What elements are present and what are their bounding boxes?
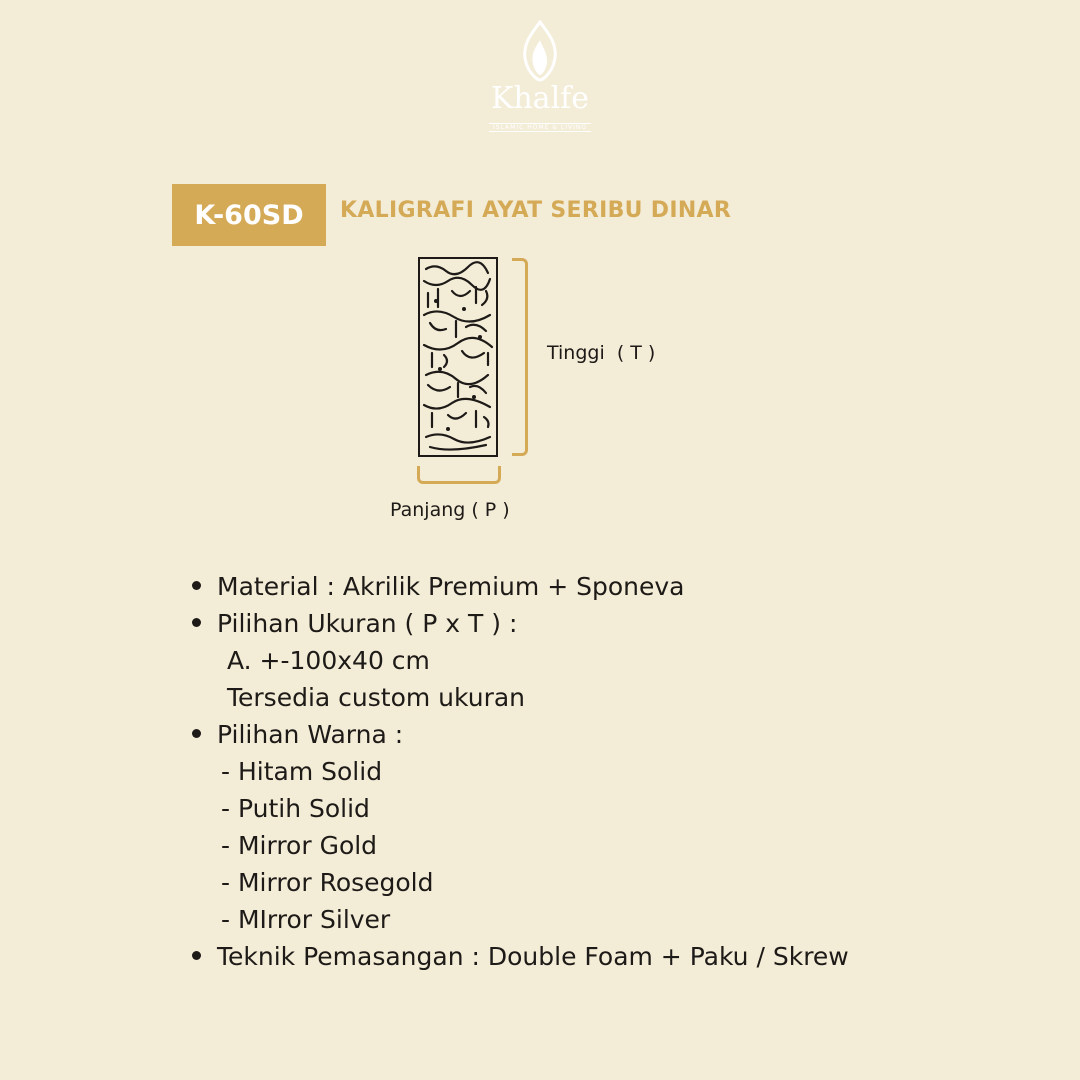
spec-size-option-a: A. +-100x40 cm <box>227 646 430 675</box>
color-option: - Putih Solid <box>221 794 370 823</box>
bullet-icon <box>192 951 201 960</box>
brand-name: Khalfe <box>490 81 590 116</box>
width-bracket <box>417 466 501 484</box>
bullet-icon <box>192 729 201 738</box>
spec-size-heading: Pilihan Ukuran ( P x T ) : <box>192 605 849 642</box>
bullet-icon <box>192 618 201 627</box>
product-title: KALIGRAFI AYAT SERIBU DINAR <box>340 198 732 223</box>
color-option: - Mirror Rosegold <box>221 868 434 897</box>
height-bracket <box>512 258 528 456</box>
product-code-badge: K-60SD <box>172 184 326 246</box>
brand-tagline: ISLAMIC HOME & LIVING <box>489 123 591 132</box>
width-label: Panjang ( P ) <box>390 499 510 521</box>
brand-logo <box>470 20 610 135</box>
spec-installation: Teknik Pemasangan : Double Foam + Paku / Skrew <box>192 938 849 975</box>
spec-list <box>192 568 849 975</box>
bullet-icon <box>192 581 201 590</box>
spec-material: Material : Akrilik Premium + Sponeva <box>192 568 849 605</box>
spec-color-heading: Pilihan Warna : <box>192 716 849 753</box>
color-option: - Hitam Solid <box>221 757 383 786</box>
flame-icon <box>515 20 565 82</box>
color-option: - Mirror Gold <box>221 831 378 860</box>
calligraphy-panel-image <box>418 257 498 457</box>
color-option: - MIrror Silver <box>221 905 391 934</box>
height-label: Tinggi ( T ) <box>547 342 656 364</box>
spec-size-custom: Tersedia custom ukuran <box>227 683 526 712</box>
